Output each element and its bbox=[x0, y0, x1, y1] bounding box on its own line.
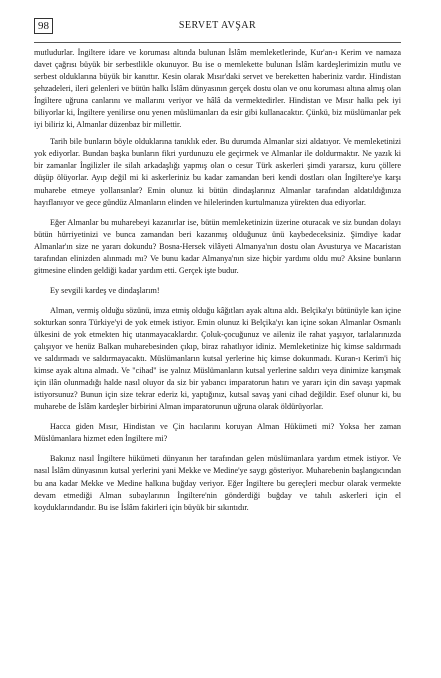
paragraph-2: Tarih bile bunların böyle olduklarına tanıklık eder. Bu durumda Almanlar sizi aldatıyor. Ve memleketinizi yok ediyorlar. Bundan başka bunların fikri yurdunuzu ele geçirmek ve Almanlar ile doldurmaktır. Ne yazık ki bir zamanlar İngilizler ile silah arkadaşlığı yapmış olan o cesur Türk askerleri şimdi yararsız, kuru çöllere düşüp ölüyorlar. Ayıp değil mi ki askerleriniz bu kadar zamandan beri kendi dostları olan İngiltere'ye karşı muharebe etmeye yollansınlar? Emin olunuz ki bütün dindaşlarınız Almanlar tarafından aldatıldığınıza hayıflanıyor ve gece gündüz Almanların elinden ve hilelerinden kurtulmanıza yürekten dua ediyorlar. bbox=[34, 137, 401, 207]
paragraph-1: mutludurlar. İngiltere idare ve koruması altında bulunan İslâm memleketlerinde, Kur'an-ı Kerim ve namaza davet çağrısı büyük bir serbestlikle okunuyor. Bu ise o memlekette bulunan İslâm kardeşlerimizin mutlu ve serbest olduklarına büyük bir kanıttır. Kesin olarak Mısır'daki servet ve bereketten haberiniz vardır. Hindistan şehzadeleri, ileri gelenleri ve bütün halkı İslâm dünyasının gerçek dostu olan ve onu koruması altına almış olan İngiltere uğruna canlarını ve mallarını veriyor ve hâlâ da vermektedirler. Hindistan ve Mısır halkı pek iyi biliyorlar ki, İngiltere yenilirse onu yenen müslümanları da esir gibi kullanacaktır. Çünkü, biz müslümanlar pek iyi biliriz ki, Almanlar düzenbaz bir millettir. bbox=[34, 48, 401, 130]
paragraph-6: Hacca giden Mısır, Hindistan ve Çin hacılarını koruyan Alman Hükümeti mi? Yoksa her zaman Müslümanlara hizmet eden İngiltere mi? bbox=[34, 422, 401, 444]
paragraph-4: Ey sevgili kardeş ve dindaşlarım! bbox=[50, 285, 160, 295]
running-title: SERVET AVŞAR bbox=[178, 20, 257, 31]
paragraph-5: Alman, vermiş olduğu sözünü, imza etmiş olduğu kâğıtları ayak altına aldı. Belçika'yı bütünüyle kan içine sokturkan sonra Türkiye'yi de yok etmek istiyor. Emin olunuz ki Belçika'yı kan içine sokan Almanlar Osmanlı ülkesini de yok etmekten hiç utanmayacaklardır. Çoluk-çocuğunuz ve aileniz ile rahat yaşıyor, tarlalarınızda çalışıyor ve henüz Balkan muharebesinden çıkıp, biraz rahatlıyor idiniz. Memleketinize hiç kimse saldırmadı ve saldırmadı ve saldırmayacaktı. Müslümanların kutsal yerlerine hiç kimse dokunmadı. Kuran-ı Kerim'i hiç kimse ayak altına almadı. Ve "cihad" ise yalnız Müslümanların kutsal yerlerine saldırı veya dinimize karışmak için ilân olunmadığı halde nasıl oluyor da siz bir yabancı imparatorun hatırı ve yararı için din savaşı yapmak istiyorsunuz? Bunun için size tekrar ederiz ki, yaptığınız, kutsal savaş yani cihad değildir. Esef olunur ki, bu muharebe de İslâm kardeşler birbirini Alman imparatorunun uğruna olarak öldürüyorlar. bbox=[34, 305, 401, 412]
page-number: 98 bbox=[34, 18, 53, 34]
page-header bbox=[34, 14, 401, 43]
paragraph-3: Eğer Almanlar bu muharebeyi kazanırlar ise, bütün memleketinizin üzerine oturacak ve siz bundan dolayı bütün hürriyetinizi ve bunca zamandan beri kazanmış olduğunuz ünü kaybedeceksiniz. Şimdiye kadar Almanlar'ın size ne yararı dokundu? Bosna-Hersek vilâyeti Almanya'nın dostu olan Avusturya ve Macaristan tarafından elinizden alınmadı mı? Ve bunu kadar Almanya'nın size hiçbir yardımı oldu mu? Aksine bunların gitmesine elinden geldiği kadar yardım etti. Gerçek işte budur. bbox=[34, 217, 401, 275]
paragraph-7: Bakınız nasıl İngiltere hükümeti dünyanın her tarafından gelen müslümanlara yardım etmek istiyor. Ve nasıl İslâm dünyasının kutsal yerlerini yani Mekke ve Medine'ye saygı gösteriyor. Muharebenin başlangıcından bu ana kadar Mekke ve Medine halkına buğday veriyor. Eğer İngiltere bu gereçleri mecbur olarak vermekte devam etmediği Alman subaylarının İngiltere'nin gönderdiği buğday ve tahılı askerleri için el koyduklarındandır. Bu ise İslâm fakirleri için büyük bir sıkıntıdır. bbox=[34, 454, 401, 512]
